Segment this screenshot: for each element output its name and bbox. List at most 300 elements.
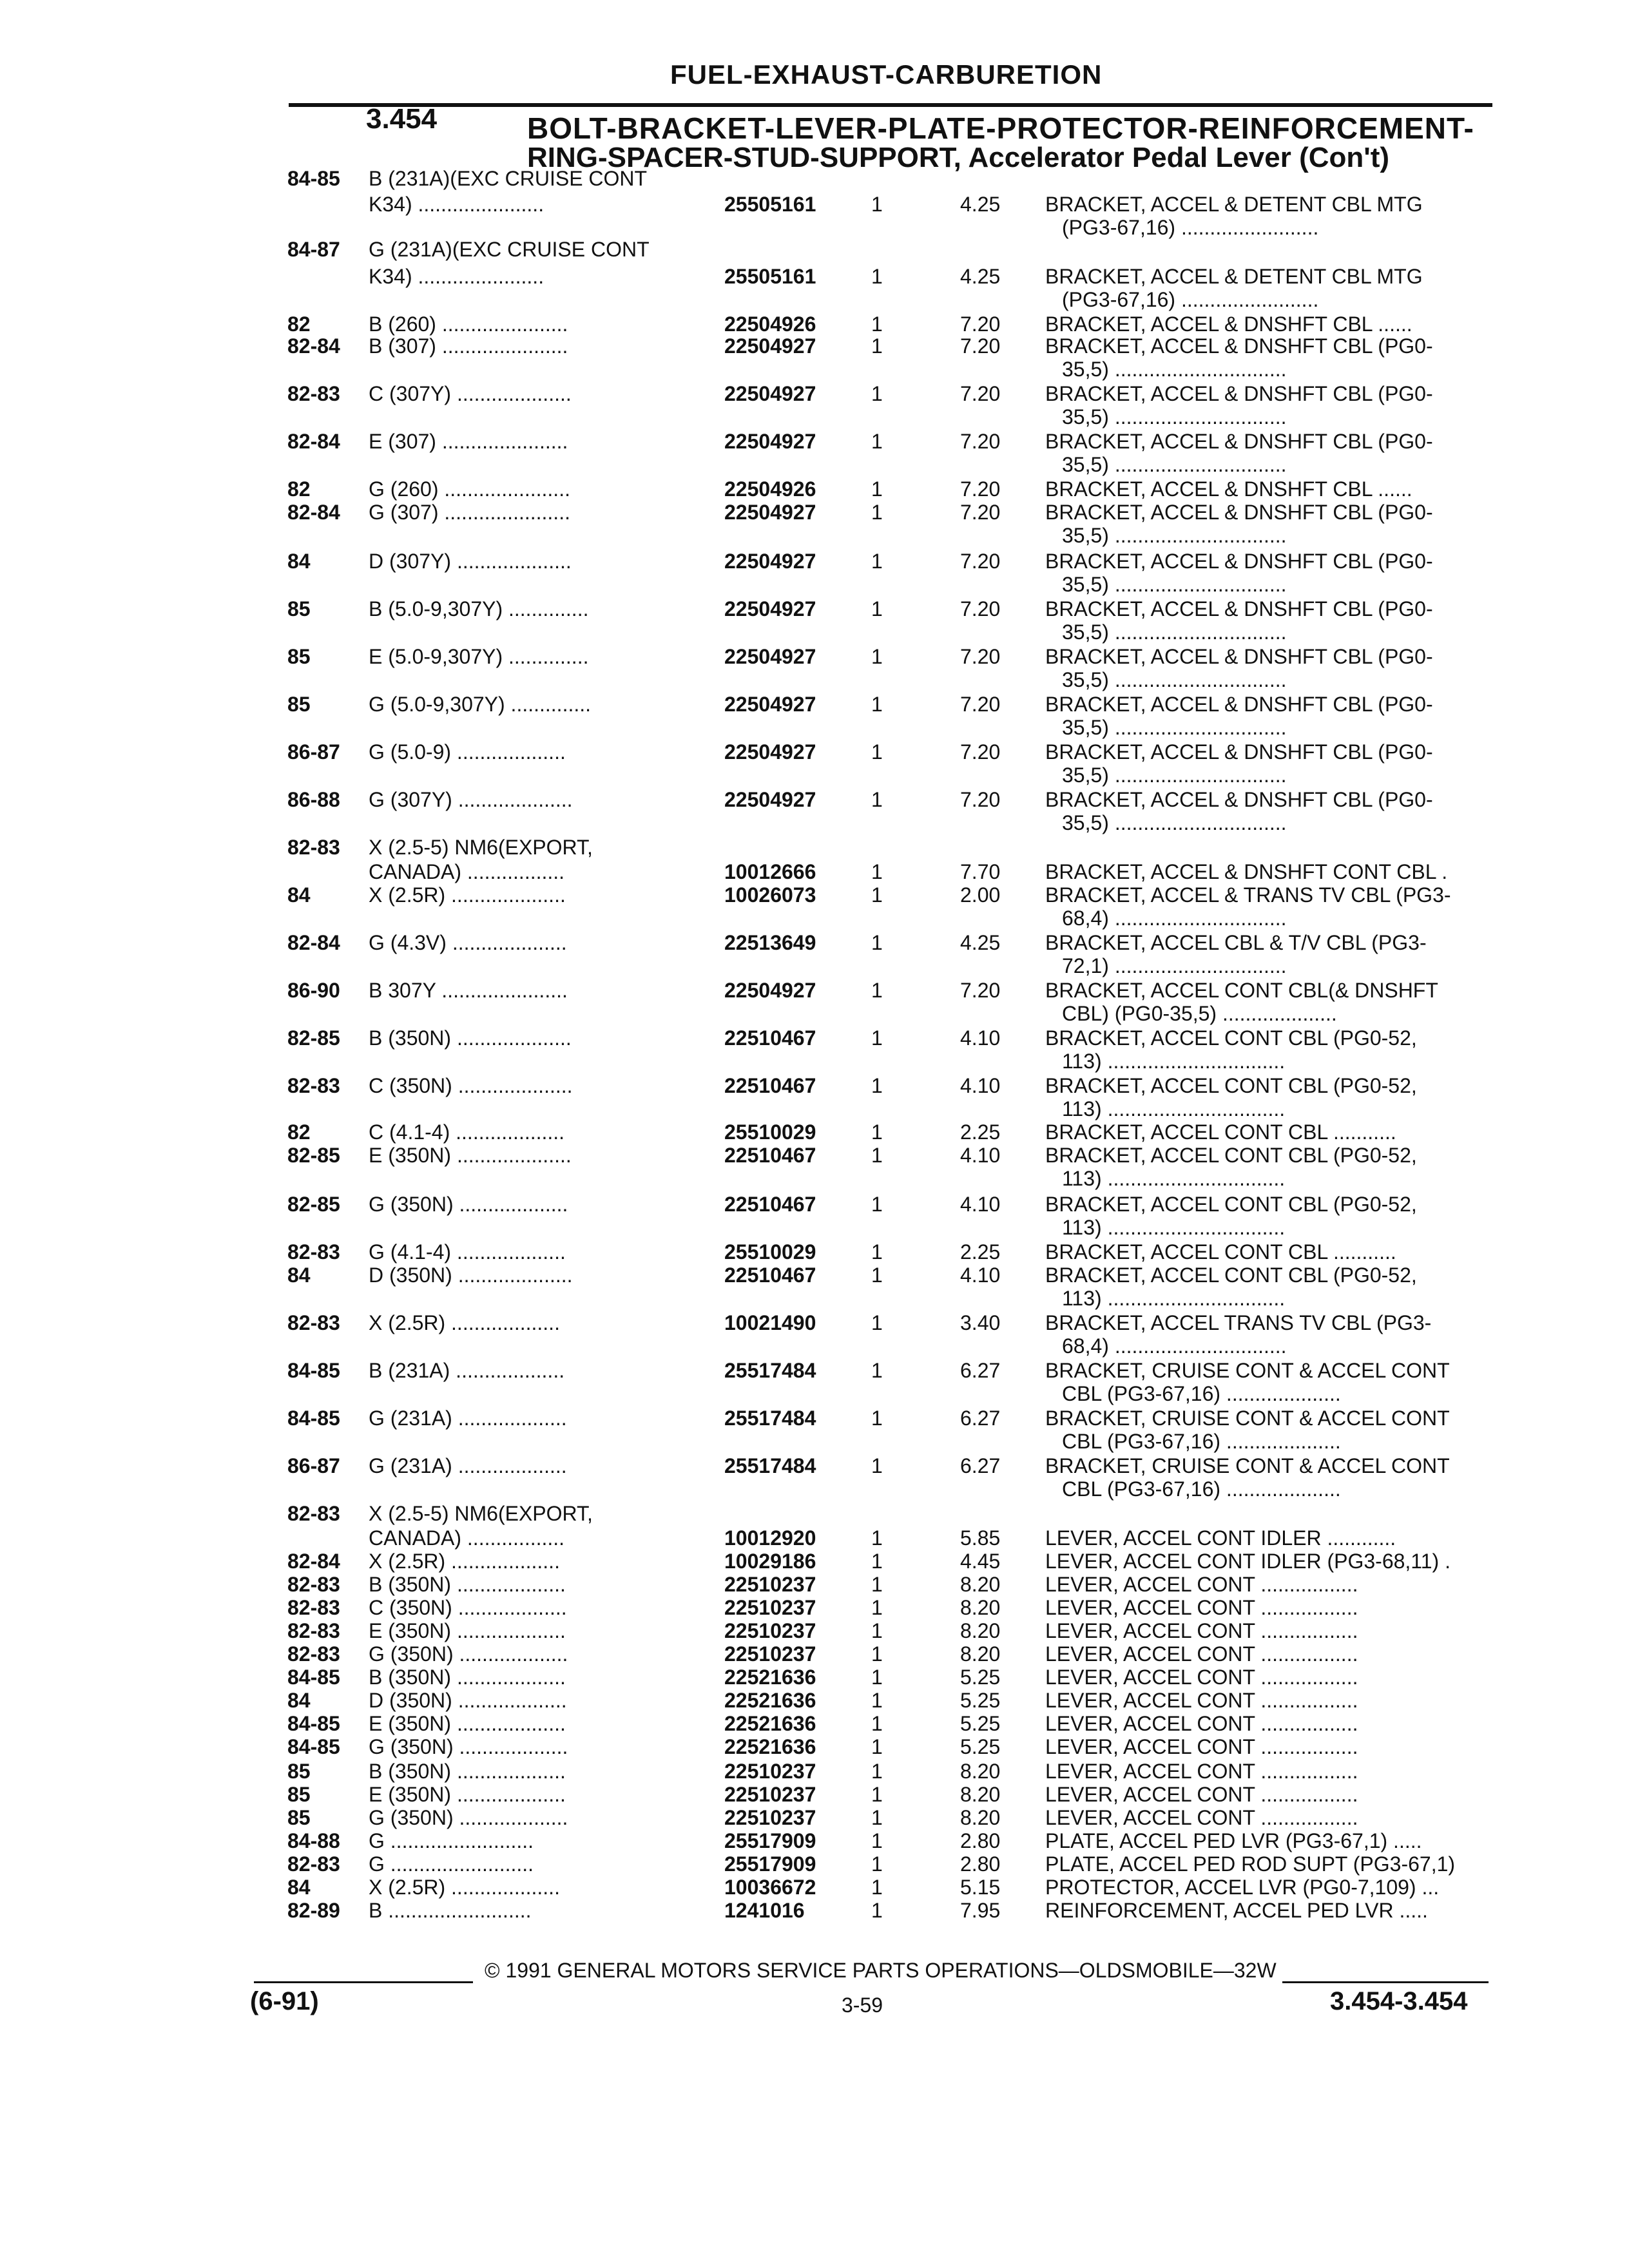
description: BRACKET, ACCEL & DNSHFT CBL (PG0- [1045,550,1433,573]
model-year: 82-89 [287,1899,340,1922]
model-code: C (4.1-4) ................... [369,1120,565,1144]
model-code: G (231A) ................... [369,1454,567,1477]
model-year: 82-83 [287,1573,340,1596]
description: PLATE, ACCEL PED LVR (PG3-67,1) ..... [1045,1829,1422,1852]
model-year: 82-83 [287,382,340,405]
description-continued: (PG3-67,16) ........................ [1062,288,1319,311]
part-number: 22510237 [724,1619,816,1642]
part-number: 22510237 [724,1596,816,1619]
section-title-line2: RING-SPACER-STUD-SUPPORT, Accelerator Pedal Lever (Con't) [527,142,1390,173]
description-continued: 113) ............................... [1062,1050,1286,1073]
price: 7.20 [960,693,1001,716]
part-number: 25517909 [724,1829,816,1852]
quantity: 1 [871,1852,883,1876]
part-number: 22504927 [724,740,816,764]
part-number: 25505161 [724,265,816,288]
model-year: 82-83 [287,836,340,859]
quantity: 1 [871,1074,883,1097]
model-year: 84 [287,1689,311,1712]
model-code: D (307Y) .................... [369,550,572,573]
model-year: 84-85 [287,1666,340,1689]
price: 7.20 [960,645,1001,668]
model-code: X (2.5R) ................... [369,1876,560,1899]
price: 7.20 [960,430,1001,453]
price: 4.25 [960,931,1001,954]
part-number: 22504927 [724,430,816,453]
model-year: 85 [287,1783,311,1806]
part-number: 22510237 [724,1806,816,1829]
price: 7.95 [960,1899,1001,1922]
quantity: 1 [871,1240,883,1264]
model-code: G (307Y) .................... [369,788,573,811]
price: 8.20 [960,1596,1001,1619]
price: 4.10 [960,1193,1001,1216]
description: BRACKET, ACCEL & DNSHFT CBL (PG0- [1045,740,1433,764]
quantity: 1 [871,1120,883,1144]
model-year: 82-83 [287,1852,340,1876]
quantity: 1 [871,883,883,907]
part-number: 25517484 [724,1407,816,1430]
description: LEVER, ACCEL CONT IDLER (PG3-68,11) . [1045,1550,1451,1573]
model-code: B (231A) ................... [369,1359,565,1382]
price: 4.10 [960,1144,1001,1167]
quantity: 1 [871,1619,883,1642]
price: 2.80 [960,1829,1001,1852]
description-continued: (PG3-67,16) ........................ [1062,216,1319,239]
part-number: 25510029 [724,1120,816,1144]
description: LEVER, ACCEL CONT ................. [1045,1783,1358,1806]
model-year: 82-83 [287,1642,340,1666]
quantity: 1 [871,740,883,764]
price: 7.70 [960,860,1001,883]
quantity: 1 [871,1526,883,1550]
model-code: G (5.0-9,307Y) .............. [369,693,592,716]
model-year: 84-85 [287,1359,340,1382]
price: 7.20 [960,334,1001,358]
model-year: 82 [287,477,311,501]
part-number: 22510467 [724,1026,816,1050]
description: BRACKET, ACCEL CONT CBL (PG0-52, [1045,1264,1417,1287]
part-number: 22504927 [724,788,816,811]
footer-section-range: 3.454-3.454 [1330,1987,1468,2015]
description: BRACKET, ACCEL & DNSHFT CBL (PG0- [1045,597,1433,620]
model-year: 82-83 [287,1502,340,1525]
model-code: G ......................... [369,1852,534,1876]
model-year: 84-85 [287,167,340,190]
model-year: 85 [287,1760,311,1783]
price: 4.25 [960,193,1001,216]
model-code: E (5.0-9,307Y) .............. [369,645,589,668]
model-code: G (307) ...................... [369,501,570,524]
price: 6.27 [960,1359,1001,1382]
description: LEVER, ACCEL CONT ................. [1045,1712,1358,1735]
part-number: 1241016 [724,1899,805,1922]
part-number: 10036672 [724,1876,816,1899]
quantity: 1 [871,1760,883,1783]
description-continued: 113) ............................... [1062,1167,1286,1190]
model-code: K34) ...................... [369,193,545,216]
description: BRACKET, ACCEL CONT CBL (PG0-52, [1045,1193,1417,1216]
model-code: K34) ...................... [369,265,545,288]
part-number: 22510237 [724,1783,816,1806]
description: BRACKET, CRUISE CONT & ACCEL CONT [1045,1454,1450,1477]
price: 4.45 [960,1550,1001,1573]
part-number: 22513649 [724,931,816,954]
model-year: 82-83 [287,1240,340,1264]
price: 7.20 [960,740,1001,764]
model-code: G (4.1-4) ................... [369,1240,566,1264]
price: 7.20 [960,382,1001,405]
quantity: 1 [871,1899,883,1922]
price: 6.27 [960,1407,1001,1430]
price: 7.20 [960,501,1001,524]
price: 4.10 [960,1074,1001,1097]
part-number: 22504927 [724,597,816,620]
part-number: 22504927 [724,550,816,573]
price: 8.20 [960,1642,1001,1666]
model-year: 82-84 [287,501,340,524]
model-code: B (5.0-9,307Y) .............. [369,597,589,620]
price: 3.40 [960,1311,1001,1334]
price: 4.25 [960,265,1001,288]
description: BRACKET, ACCEL & DNSHFT CBL (PG0- [1045,334,1433,358]
price: 8.20 [960,1806,1001,1829]
price: 5.25 [960,1666,1001,1689]
model-code: G (5.0-9) ................... [369,740,566,764]
quantity: 1 [871,1359,883,1382]
description: LEVER, ACCEL CONT ................. [1045,1689,1358,1712]
quantity: 1 [871,1264,883,1287]
model-year: 82-84 [287,334,340,358]
footer-revision-date: (6-91) [250,1987,319,2015]
model-year: 82-84 [287,931,340,954]
model-year: 82-83 [287,1311,340,1334]
part-number: 22510467 [724,1144,816,1167]
model-year: 82-83 [287,1074,340,1097]
price: 5.25 [960,1735,1001,1758]
model-code: B (260) ...................... [369,312,568,336]
model-code: D (350N) ................... [369,1689,567,1712]
quantity: 1 [871,1783,883,1806]
model-year: 84-85 [287,1407,340,1430]
model-code: X (2.5R) ................... [369,1550,560,1573]
section-number: 3.454 [366,103,438,135]
model-code: C (350N) ................... [369,1596,567,1619]
price: 5.15 [960,1876,1001,1899]
description: LEVER, ACCEL CONT ................. [1045,1666,1358,1689]
model-year: 84 [287,883,311,907]
model-year: 82-85 [287,1144,340,1167]
part-number: 22510467 [724,1193,816,1216]
part-number: 22504926 [724,477,816,501]
model-code: B 307Y ...................... [369,979,568,1002]
part-number: 22521636 [724,1666,816,1689]
part-number: 22521636 [724,1735,816,1758]
part-number: 22504926 [724,312,816,336]
model-year: 86-87 [287,740,340,764]
description: LEVER, ACCEL CONT IDLER ............ [1045,1526,1396,1550]
price: 7.20 [960,979,1001,1002]
part-number: 10012920 [724,1526,816,1550]
part-number: 22504927 [724,979,816,1002]
model-code: B (307) ...................... [369,334,568,358]
description-continued: CBL (PG3-67,16) .................... [1062,1430,1341,1453]
model-year: 84-88 [287,1829,340,1852]
quantity: 1 [871,312,883,336]
model-code: G ......................... [369,1829,534,1852]
price: 5.25 [960,1712,1001,1735]
price: 6.27 [960,1454,1001,1477]
quantity: 1 [871,1311,883,1334]
footer-rule-left [254,1981,473,1983]
model-code: CANADA) ................. [369,1526,565,1550]
quantity: 1 [871,1829,883,1852]
quantity: 1 [871,1666,883,1689]
model-code: G (350N) ................... [369,1193,568,1216]
price: 2.00 [960,883,1001,907]
description-continued: 35,5) .............................. [1062,764,1287,787]
description: BRACKET, ACCEL & DNSHFT CBL ...... [1045,312,1412,336]
description-continued: 113) ............................... [1062,1216,1286,1239]
description: LEVER, ACCEL CONT ................. [1045,1573,1358,1596]
description: BRACKET, ACCEL CBL & T/V CBL (PG3- [1045,931,1427,954]
part-number: 25517484 [724,1454,816,1477]
quantity: 1 [871,1712,883,1735]
description-continued: 35,5) .............................. [1062,453,1287,476]
part-number: 25510029 [724,1240,816,1264]
model-code: B (350N) .................... [369,1026,572,1050]
model-code: B ......................... [369,1899,532,1922]
model-year: 82-83 [287,1596,340,1619]
price: 4.10 [960,1264,1001,1287]
quantity: 1 [871,430,883,453]
quantity: 1 [871,1596,883,1619]
description: BRACKET, ACCEL CONT CBL (PG0-52, [1045,1026,1417,1050]
quantity: 1 [871,1026,883,1050]
quantity: 1 [871,788,883,811]
footer-copyright: © 1991 GENERAL MOTORS SERVICE PARTS OPERATIONS—OLDSMOBILE—32W [485,1959,1277,1982]
footer-rule-right [1282,1981,1489,1983]
description: BRACKET, ACCEL & DNSHFT CBL (PG0- [1045,693,1433,716]
description: BRACKET, ACCEL CONT CBL ........... [1045,1120,1396,1144]
description-continued: 68,4) .............................. [1062,1334,1287,1358]
model-code: B (350N) ................... [369,1666,566,1689]
part-number: 22510237 [724,1642,816,1666]
description: BRACKET, ACCEL & DETENT CBL MTG [1045,265,1423,288]
description: BRACKET, ACCEL CONT CBL ........... [1045,1240,1396,1264]
description: LEVER, ACCEL CONT ................. [1045,1806,1358,1829]
part-number: 22504927 [724,382,816,405]
price: 7.20 [960,312,1001,336]
model-code: X (2.5R) .................... [369,883,566,907]
model-code: E (350N) ................... [369,1619,566,1642]
model-year: 84 [287,550,311,573]
model-code: G (350N) ................... [369,1806,568,1829]
quantity: 1 [871,1454,883,1477]
description-continued: 35,5) .............................. [1062,524,1287,547]
model-code: G (350N) ................... [369,1735,568,1758]
description: LEVER, ACCEL CONT ................. [1045,1596,1358,1619]
header-rule [289,103,1492,107]
price: 8.20 [960,1760,1001,1783]
quantity: 1 [871,1407,883,1430]
model-code: X (2.5R) ................... [369,1311,560,1334]
part-number: 10026073 [724,883,816,907]
price: 8.20 [960,1619,1001,1642]
description: BRACKET, ACCEL & DNSHFT CBL ...... [1045,477,1412,501]
description-continued: CBL (PG3-67,16) .................... [1062,1477,1341,1501]
description: BRACKET, ACCEL & TRANS TV CBL (PG3- [1045,883,1451,907]
part-number: 22504927 [724,693,816,716]
quantity: 1 [871,693,883,716]
quantity: 1 [871,1806,883,1829]
price: 8.20 [960,1573,1001,1596]
model-code: G (231A)(EXC CRUISE CONT [369,238,650,261]
description: BRACKET, ACCEL & DNSHFT CBL (PG0- [1045,788,1433,811]
description: BRACKET, ACCEL & DNSHFT CBL (PG0- [1045,430,1433,453]
price: 2.25 [960,1120,1001,1144]
part-number: 22504927 [724,501,816,524]
description: BRACKET, ACCEL CONT CBL(& DNSHFT [1045,979,1438,1002]
description: LEVER, ACCEL CONT ................. [1045,1760,1358,1783]
description-continued: 35,5) .............................. [1062,811,1287,834]
model-code: G (231A) ................... [369,1407,567,1430]
model-year: 82-84 [287,1550,340,1573]
model-year: 84-85 [287,1735,340,1758]
model-year: 86-87 [287,1454,340,1477]
model-year: 85 [287,645,311,668]
model-code: E (307) ...................... [369,430,568,453]
description: PLATE, ACCEL PED ROD SUPT (PG3-67,1) [1045,1852,1456,1876]
model-year: 85 [287,1806,311,1829]
part-number: 22510237 [724,1760,816,1783]
part-number: 25517909 [724,1852,816,1876]
model-year: 82 [287,312,311,336]
quantity: 1 [871,1144,883,1167]
page-header-title: FUEL-EXHAUST-CARBURETION [670,59,1103,90]
quantity: 1 [871,334,883,358]
quantity: 1 [871,1689,883,1712]
quantity: 1 [871,265,883,288]
quantity: 1 [871,550,883,573]
description-continued: 113) ............................... [1062,1097,1286,1120]
part-number: 22504927 [724,334,816,358]
model-year: 82-85 [287,1026,340,1050]
model-code: E (350N) ................... [369,1712,566,1735]
quantity: 1 [871,193,883,216]
price: 5.85 [960,1526,1001,1550]
description: BRACKET, ACCEL & DNSHFT CONT CBL . [1045,860,1448,883]
model-year: 82-85 [287,1193,340,1216]
quantity: 1 [871,1550,883,1573]
description-continued: 72,1) .............................. [1062,954,1287,977]
part-number: 22521636 [724,1712,816,1735]
price: 2.25 [960,1240,1001,1264]
quantity: 1 [871,1573,883,1596]
price: 2.80 [960,1852,1001,1876]
price: 4.10 [960,1026,1001,1050]
description: BRACKET, ACCEL & DNSHFT CBL (PG0- [1045,501,1433,524]
model-code: C (350N) .................... [369,1074,573,1097]
model-year: 85 [287,597,311,620]
part-number: 10021490 [724,1311,816,1334]
description: BRACKET, ACCEL & DETENT CBL MTG [1045,193,1423,216]
price: 7.20 [960,788,1001,811]
part-number: 22504927 [724,645,816,668]
description-continued: 35,5) .............................. [1062,620,1287,644]
quantity: 1 [871,1735,883,1758]
description: BRACKET, ACCEL TRANS TV CBL (PG3- [1045,1311,1432,1334]
model-code: G (260) ...................... [369,477,570,501]
price: 7.20 [960,550,1001,573]
quantity: 1 [871,1193,883,1216]
quantity: 1 [871,501,883,524]
price: 7.20 [960,477,1001,501]
part-number: 22510467 [724,1264,816,1287]
model-code: X (2.5-5) NM6(EXPORT, [369,836,593,859]
model-code: C (307Y) .................... [369,382,572,405]
model-year: 84-87 [287,238,340,261]
description-continued: 35,5) .............................. [1062,573,1287,596]
part-number: 10012666 [724,860,816,883]
model-year: 82-84 [287,430,340,453]
description: BRACKET, CRUISE CONT & ACCEL CONT [1045,1359,1450,1382]
model-year: 86-88 [287,788,340,811]
description-continued: 35,5) .............................. [1062,358,1287,381]
part-number: 22510237 [724,1573,816,1596]
description-continued: 113) ............................... [1062,1287,1286,1310]
price: 7.20 [960,597,1001,620]
description: LEVER, ACCEL CONT ................. [1045,1619,1358,1642]
description: BRACKET, CRUISE CONT & ACCEL CONT [1045,1407,1450,1430]
quantity: 1 [871,931,883,954]
model-code: E (350N) .................... [369,1144,572,1167]
model-code: G (350N) ................... [369,1642,568,1666]
model-code: G (4.3V) .................... [369,931,567,954]
model-code: B (350N) ................... [369,1573,566,1596]
part-number: 22510467 [724,1074,816,1097]
part-number: 22521636 [724,1689,816,1712]
part-number: 25517484 [724,1359,816,1382]
description: BRACKET, ACCEL CONT CBL (PG0-52, [1045,1144,1417,1167]
model-code: X (2.5-5) NM6(EXPORT, [369,1502,593,1525]
model-code: B (350N) ................... [369,1760,566,1783]
footer-page-number: 3-59 [842,1994,883,2017]
quantity: 1 [871,1876,883,1899]
quantity: 1 [871,477,883,501]
description: LEVER, ACCEL CONT ................. [1045,1642,1358,1666]
model-year: 84 [287,1264,311,1287]
description-continued: 35,5) .............................. [1062,405,1287,428]
quantity: 1 [871,979,883,1002]
description-continued: 35,5) .............................. [1062,716,1287,739]
part-number: 10029186 [724,1550,816,1573]
model-year: 85 [287,693,311,716]
price: 8.20 [960,1783,1001,1806]
description: REINFORCEMENT, ACCEL PED LVR ..... [1045,1899,1428,1922]
model-year: 86-90 [287,979,340,1002]
model-year: 84 [287,1876,311,1899]
description-continued: CBL) (PG0-35,5) .................... [1062,1002,1337,1025]
model-code: B (231A)(EXC CRUISE CONT [369,167,648,190]
model-year: 82-83 [287,1619,340,1642]
description: BRACKET, ACCEL & DNSHFT CBL (PG0- [1045,382,1433,405]
description: BRACKET, ACCEL CONT CBL (PG0-52, [1045,1074,1417,1097]
model-code: CANADA) ................. [369,860,565,883]
quantity: 1 [871,1642,883,1666]
model-code: E (350N) ................... [369,1783,566,1806]
quantity: 1 [871,597,883,620]
